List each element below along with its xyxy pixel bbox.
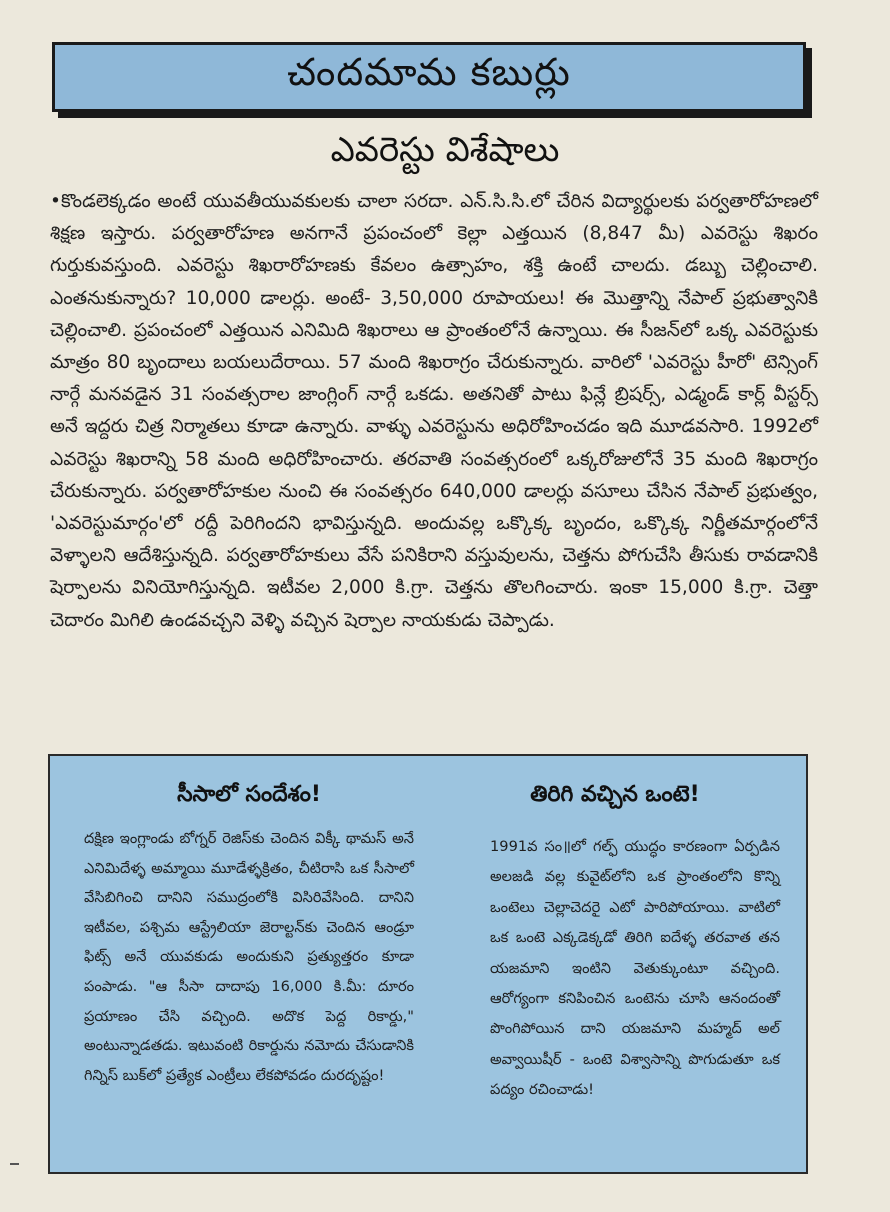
- box-left-title: సీసాలో సందేశం!: [177, 782, 321, 807]
- margin-mark: [10, 1163, 19, 1165]
- box-right: [434, 756, 806, 1172]
- article-body: •కొండలెక్కడం అంటే యువతీయువకులకు చాలా సరదా. ఎన్.సి.సి.లో చేరిన విద్యార్థులకు పర్వతారోహణలో శిక్షణ ఇస్తారు. పర్వతారోహణ అనగానే ప్రపంచంలో కెల్లా ఎత్తయిన (8,847 మీ) ఎవరెస్టు శిఖరం గుర్తుకువస్తుంది. ఎవరెస్టు శిఖరారోహణకు కేవలం ఉత్సాహం, శక్తి ఉంటే చాలదు. డబ్బు చెల్లించాలి. ఎంతనుకున్నారు? 10,000 డాలర్లు. అంటే- 3,50,000 రూపాయలు! ఈ మొత్తాన్ని నేపాల్ ప్రభుత్వానికి చెల్లించాలి. ప్రపంచంలో ఎత్తయిన ఎనిమిది శిఖరాలు ఆ ప్రాంతంలోనే ఉన్నాయి. ఈ సీజన్‌లో ఒక్క ఎవరెస్టుకు మాత్రం 80 బృందాలు బయలుదేరాయి. 57 మంది శిఖరాగ్రం చేరుకున్నారు. వారిలో 'ఎవరెస్టు హీరో' టెన్సింగ్ నార్గే మనవడైన 31 సంవత్సరాల జాంగ్లింగ్ నార్గే ఒకడు. అతనితో పాటు ఫిన్లే బ్రిషర్స్, ఎడ్మండ్ కార్ల్ వీస్టర్స్ అనే ఇద్దరు చిత్ర నిర్మాతలు కూడా ఉన్నారు. వాళ్ళు ఎవరెస్టును అధిరోహించడం ఇది మూడవసారి. 1992లో ఎవరెస్టు శిఖరాన్ని 58 మంది అధిరోహించారు. తరవాతి సంవత్సరంలో ఒక్కరోజులోనే 35 మంది శిఖరాగ్రం చేరుకున్నారు. పర్వతారోహకుల నుంచి ఈ సంవత్సరం 640,000 డాలర్లు వసూలు చేసిన నేపాల్ ప్రభుత్వం, 'ఎవరెస్టుమార్గం'లో రద్దీ పెరిగిందని భావిస్తున్నది. అందువల్ల ఒక్కొక్క బృందం, ఒక్కొక్క నిర్ణీతమార్గంలోనే వెళ్ళాలని ఆదేశిస్తున్నది. పర్వతారోహకులు వేసే పనికిరాని వస్తువులను, చెత్తను పోగుచేసి తీసుకు రావడానికి షెర్పాలను వినియోగిస్తున్నది. ఇటీవల 2,000 కి.గ్రా. చెత్తను తొలగించారు. ఇంకా 15,000 కి.గ్రా. చెత్తా చెదారం మిగిలి ఉండవచ్చని వెళ్ళి వచ్చిన షెర్పాల నాయకుడు చెప్పాడు.: [50, 191, 818, 631]
- news-boxes: [48, 754, 808, 1174]
- box-right-title: తిరిగి వచ్చిన ఒంటె!: [530, 782, 700, 807]
- banner-title: చందమామ కబుర్లు: [287, 50, 571, 94]
- box-left: [50, 756, 434, 1172]
- section-banner: [52, 42, 806, 112]
- box-right-text: 1991వ సం॥లో గల్ఫ్ యుద్ధం కారణంగా ఏర్పడిన అలజడి వల్ల కువైట్‌లోని ఒక ప్రాంతంలోని కొన్ని ఒంటెలు చెల్లాచెదరై ఎటో పారిపోయాయి. వాటిలో ఒక ఒంటె ఎక్కడెక్కడో తిరిగి ఐదేళ్ళ తరవాత తన యజమాని ఇంటిని వెతుక్కుంటూ వచ్చింది. ఆరోగ్యంగా కనిపించిన ఒంటెను చూసి ఆనందంతో పొంగిపోయిన దాని యజమాని మహ్మద్ అల్ అవ్వాయిషీర్ - ఒంటె విశ్వాసాన్ని పొగుడుతూ ఒక పద్యం రచించాడు!: [490, 838, 780, 1099]
- box-left-text: దక్షిణ ఇంగ్లాండు బోగ్నర్ రెజిస్‌కు చెందిన విక్కీ థామస్ అనే ఎనిమిదేళ్ళ అమ్మాయి మూడేళ్ళక్రితం, చీటిరాసి ఒక సీసాలో వేసిబిగించి దానిని సముద్రంలోకి విసిరివేసింది. దానిని ఇటీవల, పశ్చిమ ఆస్ట్రేలియా జెరాల్టన్‌కు చెందిన ఆండ్రూ ఫిట్స్ అనే యువకుడు అందుకుని ప్రత్యుత్తరం కూడా పంపాడు. "ఆ సీసా దాదాపు 16,000 కి.మీ: దూరం ప్రయాణం చేసి వచ్చింది. అదొక పెద్ద రికార్డు," అంటున్నాడతడు. ఇటువంటి రికార్డును నమోదు చేసుడానికి గిన్నిస్ బుక్‌లో ప్రత్యేక ఎంట్రీలు లేకపోవడం దురదృష్టం!: [84, 830, 414, 1084]
- article-title: ఎవరెస్టు విశేషాలు: [330, 130, 560, 170]
